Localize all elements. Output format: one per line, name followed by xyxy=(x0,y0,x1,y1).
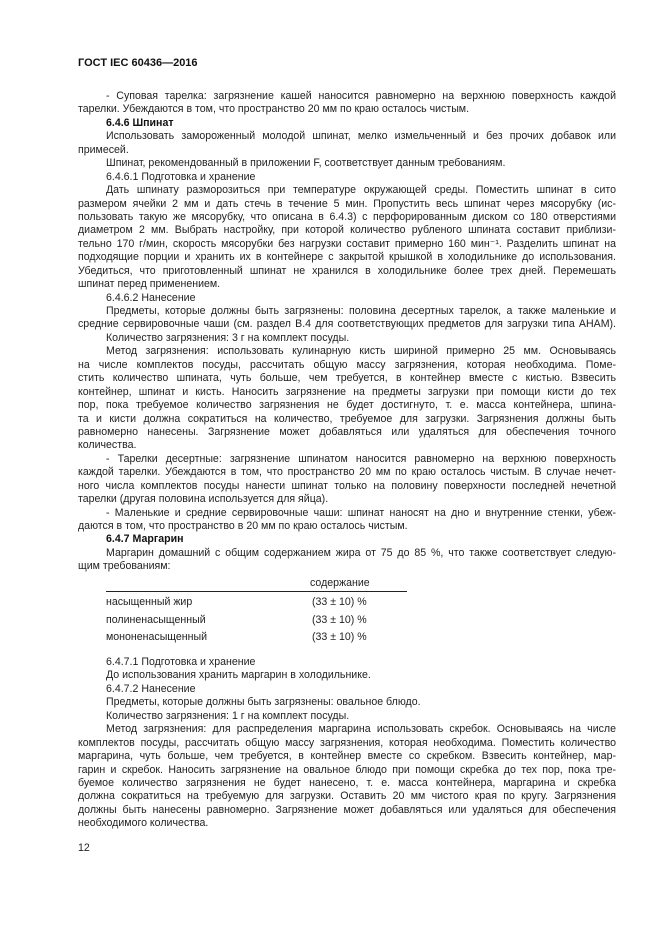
text-line: даются в том, что пространство в 20 мм по краю осталось чистым. xyxy=(78,520,408,532)
text-line: ного числа комплектов посуды нанести шпинат только на половину поверхности последней нечетной xyxy=(78,479,616,492)
text-line: размером ячейки 2 мм и дать стечь в течение 5 мин. Пропустить весь шпинат через мясорубку (ис- xyxy=(78,197,616,210)
text-line: Дать шпинату разморозиться при температуре окружающей среды. Поместить шпинат в сито xyxy=(106,184,616,197)
text-line: должна сократиться на требуемую для загрузки. Оставить 20 мм чистого края по кругу. Загрязнения xyxy=(78,790,616,803)
text-line: Метод загрязнения: использовать кулинарную кисть шириной примерно 25 мм. Основываясь xyxy=(106,345,616,358)
text-line: та и кисти должна сократиться на количество, требуемое для загрузки. Загрязнения должны быть xyxy=(78,412,616,425)
table-cell-value: (33 ± 10) % xyxy=(312,613,367,626)
text-line: количества. xyxy=(78,439,137,452)
table-row xyxy=(106,610,407,628)
text-line: подходящие порции и хранить их в контейнере с закрытой крышкой в холодильнике до использования. xyxy=(78,251,616,264)
text-line: Количество загрязнения: 1 г на комплект посуды. xyxy=(106,709,350,722)
text-line: маргарина, чуть больше, чем требуется, в контейнер вместе со скребком. Взвесить контейнер, мар- xyxy=(78,750,616,763)
text-line: 6.4.7.1 Подготовка и хранение xyxy=(106,656,256,668)
page-number: 12 xyxy=(78,842,90,854)
text-line: Предметы, которые должны быть загрязнены: овальное блюдо. xyxy=(106,696,421,709)
text-line: - Тарелки десертные: загрязнение шпинатом наносится равномерно на верхнюю поверхность xyxy=(106,452,616,465)
text-line: тарелки (другая половина используется для яйца). xyxy=(78,493,329,506)
text-line: Использовать замороженный молодой шпинат, мелко измельченный и без прочих добавок или xyxy=(106,130,616,143)
text-line: контейнер, шпинат и кисть. Наносить загрязнение на предметы загрузки при помощи кисти до тех xyxy=(78,385,616,398)
text-line: Метод загрязнения: для распределения маргарина использовать скребок. Основываясь на числе xyxy=(106,723,616,736)
text-line: щим требованиям: xyxy=(78,560,171,573)
text-line: должны быть нанесены равномерно. Загрязнение может добавляться или удаляться для обеспечения xyxy=(78,803,616,816)
table-cell-name: насыщенный жир xyxy=(106,596,193,608)
table-cell-name: мононенасыщенный xyxy=(106,631,208,643)
text-line: стить количество шпината, чуть больше, чем требуется, в контейнер вместе с кистью. Взвесить xyxy=(78,372,616,385)
text-line: на числе комплектов посуды, рассчитать общую массу загрязнения, которая необходима. Поме- xyxy=(78,358,616,371)
text-line: До использования хранить маргарин в холодильнике. xyxy=(106,669,371,682)
text-line: необходимого количества. xyxy=(78,817,209,830)
text-line: 6.4.6.2 Нанесение xyxy=(106,291,196,304)
text-line: 6.4.7.2 Нанесение xyxy=(106,682,196,695)
table-row xyxy=(106,592,407,610)
text-line: диаметром 2 мм. Выбрать настройку, при которой количество рубленого шпината составит приблизи- xyxy=(78,224,616,237)
text-line: комплектов посуды, рассчитать общую массу загрязнения, которая необходима. Поместить количество xyxy=(78,736,616,749)
text-line: шпинат перед применением. xyxy=(78,278,221,291)
table-header-row xyxy=(106,575,407,592)
text-line: примесей. xyxy=(78,143,129,156)
body-text-part-1 xyxy=(78,90,616,574)
text-line: тарелки. Убеждаются в том, что пространство 20 мм по краю осталось чистым. xyxy=(78,103,470,116)
section-heading: 6.4.7 Маргарин xyxy=(106,533,184,546)
text-line: гарин и скребок. Наносить загрязнение на овальное блюдо при помощи скребка до тех пор, пока тре- xyxy=(78,763,616,776)
text-line: 6.4.6.1 Подготовка и хранение xyxy=(106,170,256,183)
text-line: Количество загрязнения: 3 г на комплект посуды. xyxy=(106,331,350,344)
text-line: - Суповая тарелка: загрязнение кашей наносится равномерно на верхнюю поверхность каждой xyxy=(106,90,616,102)
text-line: Шпинат, рекомендованный в приложении F, соответствует данным требованиям. xyxy=(106,157,506,170)
text-line: буемое количество загрязнения не будет нанесено, т. е. масса контейнера, маргарина и скребка xyxy=(78,776,616,789)
section-heading: 6.4.6 Шпинат xyxy=(106,116,174,129)
table-cell-value: (33 ± 10) % xyxy=(312,631,367,643)
text-line: тельно 170 г/мин, скорость мясорубки без нагрузки составит примерно 160 мин⁻¹. Разделить шпинат на xyxy=(78,237,616,250)
table-row xyxy=(106,627,407,645)
table-cell-name: полиненасыщенный xyxy=(106,613,206,626)
text-line: пользовать такую же мясорубку, что описана в 6.4.3) с перфорированным диском со 180 отверстиями xyxy=(78,210,616,223)
text-line: Убедиться, что приготовленный шпинат не хранился в холодильнике более трех дней. Перемешать xyxy=(78,264,616,277)
margarine-requirements-table xyxy=(106,575,407,645)
text-line: равномерно нанесены. Загрязнение может добавляться или удаляться для обеспечения точного xyxy=(78,425,616,438)
table-cell-value: (33 ± 10) % xyxy=(312,596,367,608)
text-line: каждой тарелки. Убеждаются в том, что пространство 20 мм по краю осталось чистым. В случае нечет- xyxy=(78,466,616,479)
text-line: средние сервировочные чаши (см. раздел В.4 для соответствующих предметов для загрузки типа АНАМ). xyxy=(78,318,616,331)
table-header-content: содержание xyxy=(310,577,370,589)
text-line: - Маленькие и средние сервировочные чаши: шпинат наносят на дно и внутренние стенки, убеж- xyxy=(106,506,616,519)
text-line: пор, пока требуемое количество загрязнения не будет достигнуто, т. е. масса контейнера, шпина- xyxy=(78,399,616,412)
document-header-title: ГОСТ IEC 60436—2016 xyxy=(78,57,198,69)
body-text-part-2 xyxy=(78,656,616,831)
text-line: Маргарин домашний с общим содержанием жира от 75 до 85 %, что также соответствует следую- xyxy=(106,546,616,559)
text-line: Предметы, которые должны быть загрязнены: половина десертных тарелок, а также маленькие и xyxy=(106,305,616,317)
